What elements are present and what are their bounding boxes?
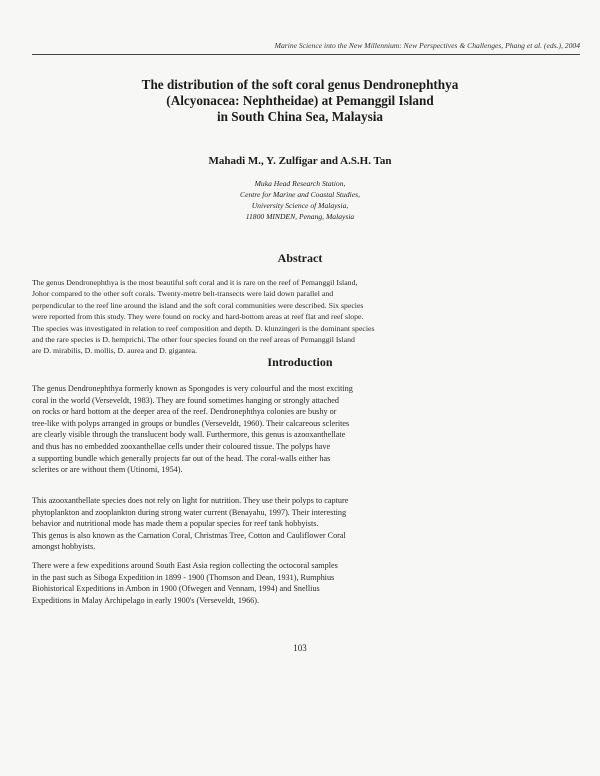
- abstract-line: The genus Dendronephthya is the most beautiful soft coral and it is rare on the reef of Pemanggil Island,: [32, 278, 358, 287]
- header-rule: [32, 54, 580, 55]
- intro-paragraph-3: [32, 560, 580, 606]
- page-number: 103: [293, 643, 307, 653]
- abstract-line: Johor compared to the other soft corals. Twenty-metre belt-transects were laid down parallel and: [32, 289, 334, 299]
- intro-line: amongst hobbyists.: [32, 542, 96, 552]
- abstract-line: are D. mirabilis, D. mollis, D. aurea and D. gigantea.: [32, 346, 197, 356]
- intro-line: This genus is also known as the Carnation Coral, Christmas Tree, Cotton and Cauliflower Coral: [32, 530, 346, 540]
- intro-paragraph-1: [32, 383, 580, 476]
- abstract-heading: Abstract: [277, 251, 323, 265]
- authors: Mahadi M., Y. Zulfigar and A.S.H. Tan: [208, 155, 392, 167]
- abstract-text: [32, 277, 580, 357]
- affiliation: [40, 178, 560, 222]
- intro-line: This azooxanthellate species does not rely on light for nutrition. They use their polyps to capture: [32, 496, 349, 505]
- intro-line: behavior and nutritional mode has made them a popular species for reef tank hobbyists.: [32, 519, 319, 529]
- affiliation-line: 11800 MINDEN, Penang, Malaysia: [245, 212, 355, 221]
- introduction-heading: Introduction: [267, 355, 333, 369]
- running-header: Marine Science into the New Millennium: New Perspectives & Challenges, Phang et al. (eds.), 2004: [274, 41, 580, 50]
- abstract-line: were reported from this study. They were found on rocky and hard-bottom areas at reef flat and reef slope.: [32, 312, 364, 322]
- intro-line: a supporting bundle which generally projects far out of the head. The coral-walls either has: [32, 453, 331, 463]
- abstract-line: The species was investigated in relation to reef composition and depth. D. klunzingeri is the dominant species: [32, 323, 375, 333]
- affiliation-line: Centre for Marine and Coastal Studies,: [240, 190, 360, 199]
- intro-line: The genus Dendronephthya formerly known as Spongodes is very colourful and the most exciting: [32, 384, 353, 393]
- intro-line: and thus has no embedded zooxanthellae cells under their coloured tissue. The polyps have: [32, 441, 331, 451]
- intro-line: There were a few expeditions around South East Asia region collecting the octocoral samples: [32, 561, 338, 570]
- intro-line: phytoplankton and zooplankton during strong water current (Benayahu, 1997). Their interesting: [32, 507, 347, 517]
- abstract-line: and the rare species is D. hemprichi. The other four species found on the reef areas of Pemanggil Island: [32, 335, 355, 345]
- abstract-line: perpendicular to the reef line around the island and the soft coral communities were described. Six species: [32, 300, 364, 310]
- paper-title: [40, 77, 560, 125]
- title-line: The distribution of the soft coral genus Dendronephthya: [141, 77, 459, 92]
- intro-line: coral in the world (Verseveldt, 1983). They are found sometimes hanging or strongly attached: [32, 395, 340, 405]
- intro-line: are clearly visible through the translucent body wall. Furthermore, this genus is azooxanthellate: [32, 430, 346, 440]
- intro-paragraph-2: [32, 495, 580, 553]
- affiliation-line: University Science of Malaysia,: [251, 201, 349, 210]
- intro-line: sclerites or are without them (Utinomi, 1954).: [32, 465, 183, 475]
- intro-line: on rocks or hard bottom at the deeper area of the reef. Dendronephthya colonies are bushy or: [32, 407, 337, 417]
- intro-line: Expeditions in Malay Archipelago in early 1900's (Verseveldt, 1966).: [32, 595, 260, 605]
- affiliation-line: Muka Head Research Station,: [254, 179, 346, 188]
- title-line: (Alcyonacea: Nephtheidae) at Pemanggil Island: [166, 93, 434, 108]
- intro-line: tree-like with polyps arranged in groups or bundles (Verseveldt, 1960). Their calcareous sclerites: [32, 418, 350, 428]
- title-line: in South China Sea, Malaysia: [217, 109, 383, 124]
- intro-line: in the past such as Siboga Expedition in 1899 - 1900 (Thomson and Dean, 1931), Rumphius: [32, 572, 335, 582]
- intro-line: Biohistorical Expeditions in Ambon in 1900 (Ofwegen and Vennam, 1994) and Snellius: [32, 584, 320, 594]
